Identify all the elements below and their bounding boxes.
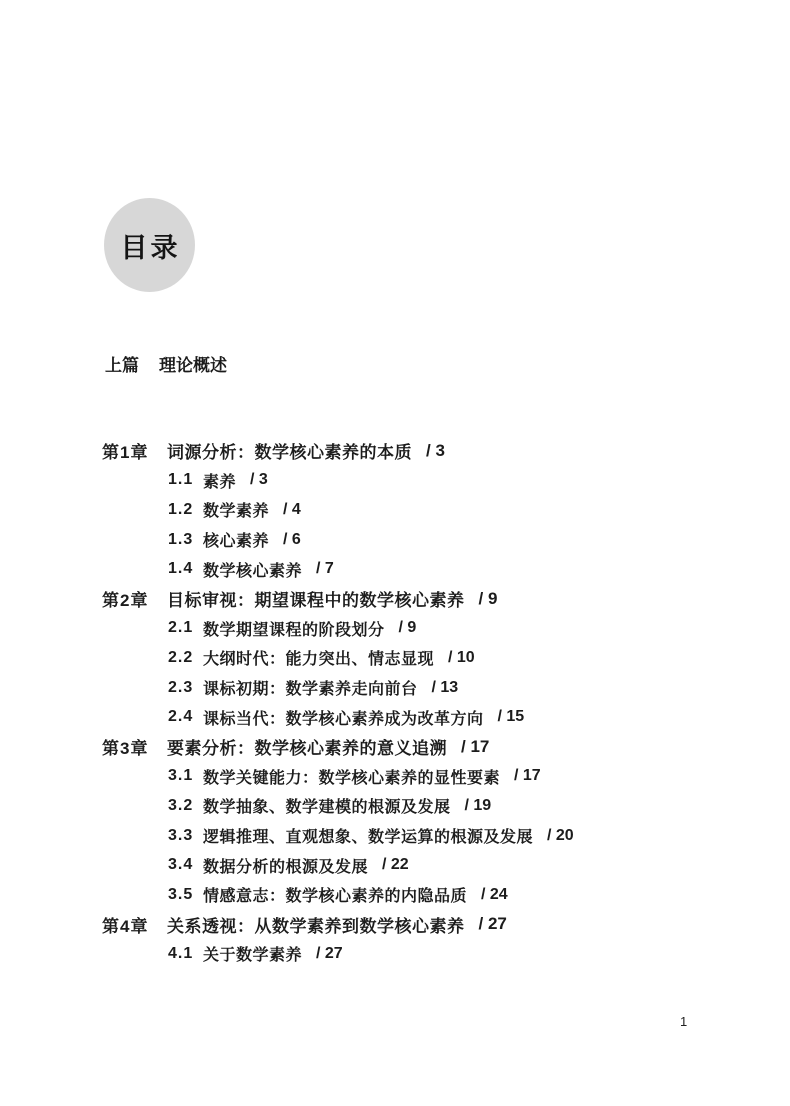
- toc-section-title: 素养: [203, 473, 237, 491]
- toc-section-title: 数据分析的根源及发展: [203, 858, 369, 876]
- toc-section-title: 情感意志：数学核心素养的内隐品质: [203, 888, 468, 906]
- toc-section-page: / 17: [514, 767, 541, 785]
- toc-section-page: / 7: [316, 560, 334, 578]
- toc-chapter-page: / 3: [426, 440, 445, 460]
- toc-badge: [104, 198, 195, 292]
- toc-section-row: [102, 466, 722, 496]
- toc-section-page: / 10: [448, 648, 475, 666]
- toc-section-title: 数学关键能力：数学核心素养的显性要素: [203, 769, 501, 787]
- toc-section-row: [102, 554, 722, 584]
- toc-chapter-row: [102, 436, 722, 466]
- toc-section-row: [102, 673, 722, 703]
- toc-badge-label: 目录: [120, 232, 181, 263]
- toc-chapter-title: 要素分析：数学核心素养的意义追溯: [167, 739, 447, 759]
- toc-section-page: / 9: [398, 619, 417, 637]
- toc-section-number: 2.4: [168, 708, 194, 726]
- toc-section-page: / 20: [547, 826, 574, 844]
- toc-chapter-row: [102, 732, 722, 762]
- toc-section-number: 1.4: [168, 560, 194, 578]
- toc-section-title: 关于数学素养: [203, 947, 303, 965]
- toc-section-row: [102, 791, 722, 821]
- toc-chapter-label: 第2章: [102, 591, 149, 611]
- toc-section-page: / 27: [316, 944, 343, 962]
- toc-section-title: 数学抽象、数学建模的根源及发展: [203, 799, 451, 817]
- part-label: 上篇: [105, 356, 139, 375]
- toc-list: [102, 436, 722, 969]
- toc-chapter-page: / 17: [461, 736, 490, 756]
- toc-section-row: [102, 495, 722, 525]
- toc-section-page: / 3: [250, 471, 268, 489]
- toc-section-row: [102, 525, 722, 555]
- toc-section-row: [102, 762, 722, 792]
- toc-section-row: [102, 614, 722, 644]
- toc-section-number: 2.1: [168, 619, 194, 637]
- toc-section-title: 课标初期：数学素养走向前台: [203, 681, 418, 699]
- toc-section-number: 2.3: [168, 678, 194, 696]
- toc-section-number: 3.5: [168, 885, 194, 903]
- toc-section-title: 数学核心素养: [203, 562, 303, 580]
- toc-section-title: 数学期望课程的阶段划分: [203, 621, 385, 639]
- toc-section-number: 1.2: [168, 500, 194, 518]
- toc-section-number: 3.2: [168, 796, 194, 814]
- toc-chapter-title: 目标审视：期望课程中的数学核心素养: [167, 591, 465, 611]
- toc-chapter-page: / 27: [478, 914, 507, 934]
- toc-chapter-title: 关系透视：从数学素养到数学核心素养: [167, 916, 465, 936]
- part-heading: [105, 351, 227, 376]
- toc-chapter-label: 第3章: [102, 739, 149, 759]
- toc-section-page: / 24: [481, 885, 508, 903]
- part-title: 理论概述: [159, 356, 227, 375]
- toc-chapter-row: [102, 584, 722, 614]
- toc-chapter-row: [102, 910, 722, 940]
- toc-section-row: [102, 880, 722, 910]
- toc-section-number: 1.1: [168, 471, 194, 489]
- toc-section-row: [102, 702, 722, 732]
- toc-section-number: 3.4: [168, 856, 194, 874]
- toc-section-title: 逻辑推理、直观想象、数学运算的根源及发展: [203, 829, 534, 847]
- toc-section-page: / 15: [497, 708, 525, 726]
- toc-section-title: 核心素养: [203, 533, 270, 551]
- toc-section-page: / 19: [464, 796, 492, 814]
- toc-section-number: 4.1: [168, 944, 194, 962]
- toc-section-number: 3.1: [168, 767, 194, 785]
- toc-chapter-label: 第4章: [102, 916, 149, 936]
- toc-section-title: 大纲时代：能力突出、情志显现: [203, 651, 435, 669]
- toc-section-number: 3.3: [168, 826, 194, 844]
- page-number: 1: [680, 1014, 688, 1029]
- toc-section-number: 1.3: [168, 530, 194, 548]
- toc-section-title: 课标当代：数学核心素养成为改革方向: [203, 710, 484, 728]
- toc-section-page: / 22: [382, 856, 409, 874]
- toc-section-title: 数学素养: [203, 503, 270, 521]
- toc-chapter-label: 第1章: [102, 443, 149, 463]
- toc-section-row: [102, 643, 722, 673]
- toc-section-row: [102, 821, 722, 851]
- toc-section-page: / 6: [283, 530, 301, 548]
- toc-chapter-page: / 9: [478, 588, 498, 608]
- toc-section-number: 2.2: [168, 648, 194, 666]
- toc-section-page: / 4: [283, 500, 301, 518]
- toc-section-row: [102, 939, 722, 969]
- toc-chapter-title: 词源分析：数学核心素养的本质: [167, 443, 412, 463]
- toc-section-row: [102, 850, 722, 880]
- toc-section-page: / 13: [431, 678, 459, 696]
